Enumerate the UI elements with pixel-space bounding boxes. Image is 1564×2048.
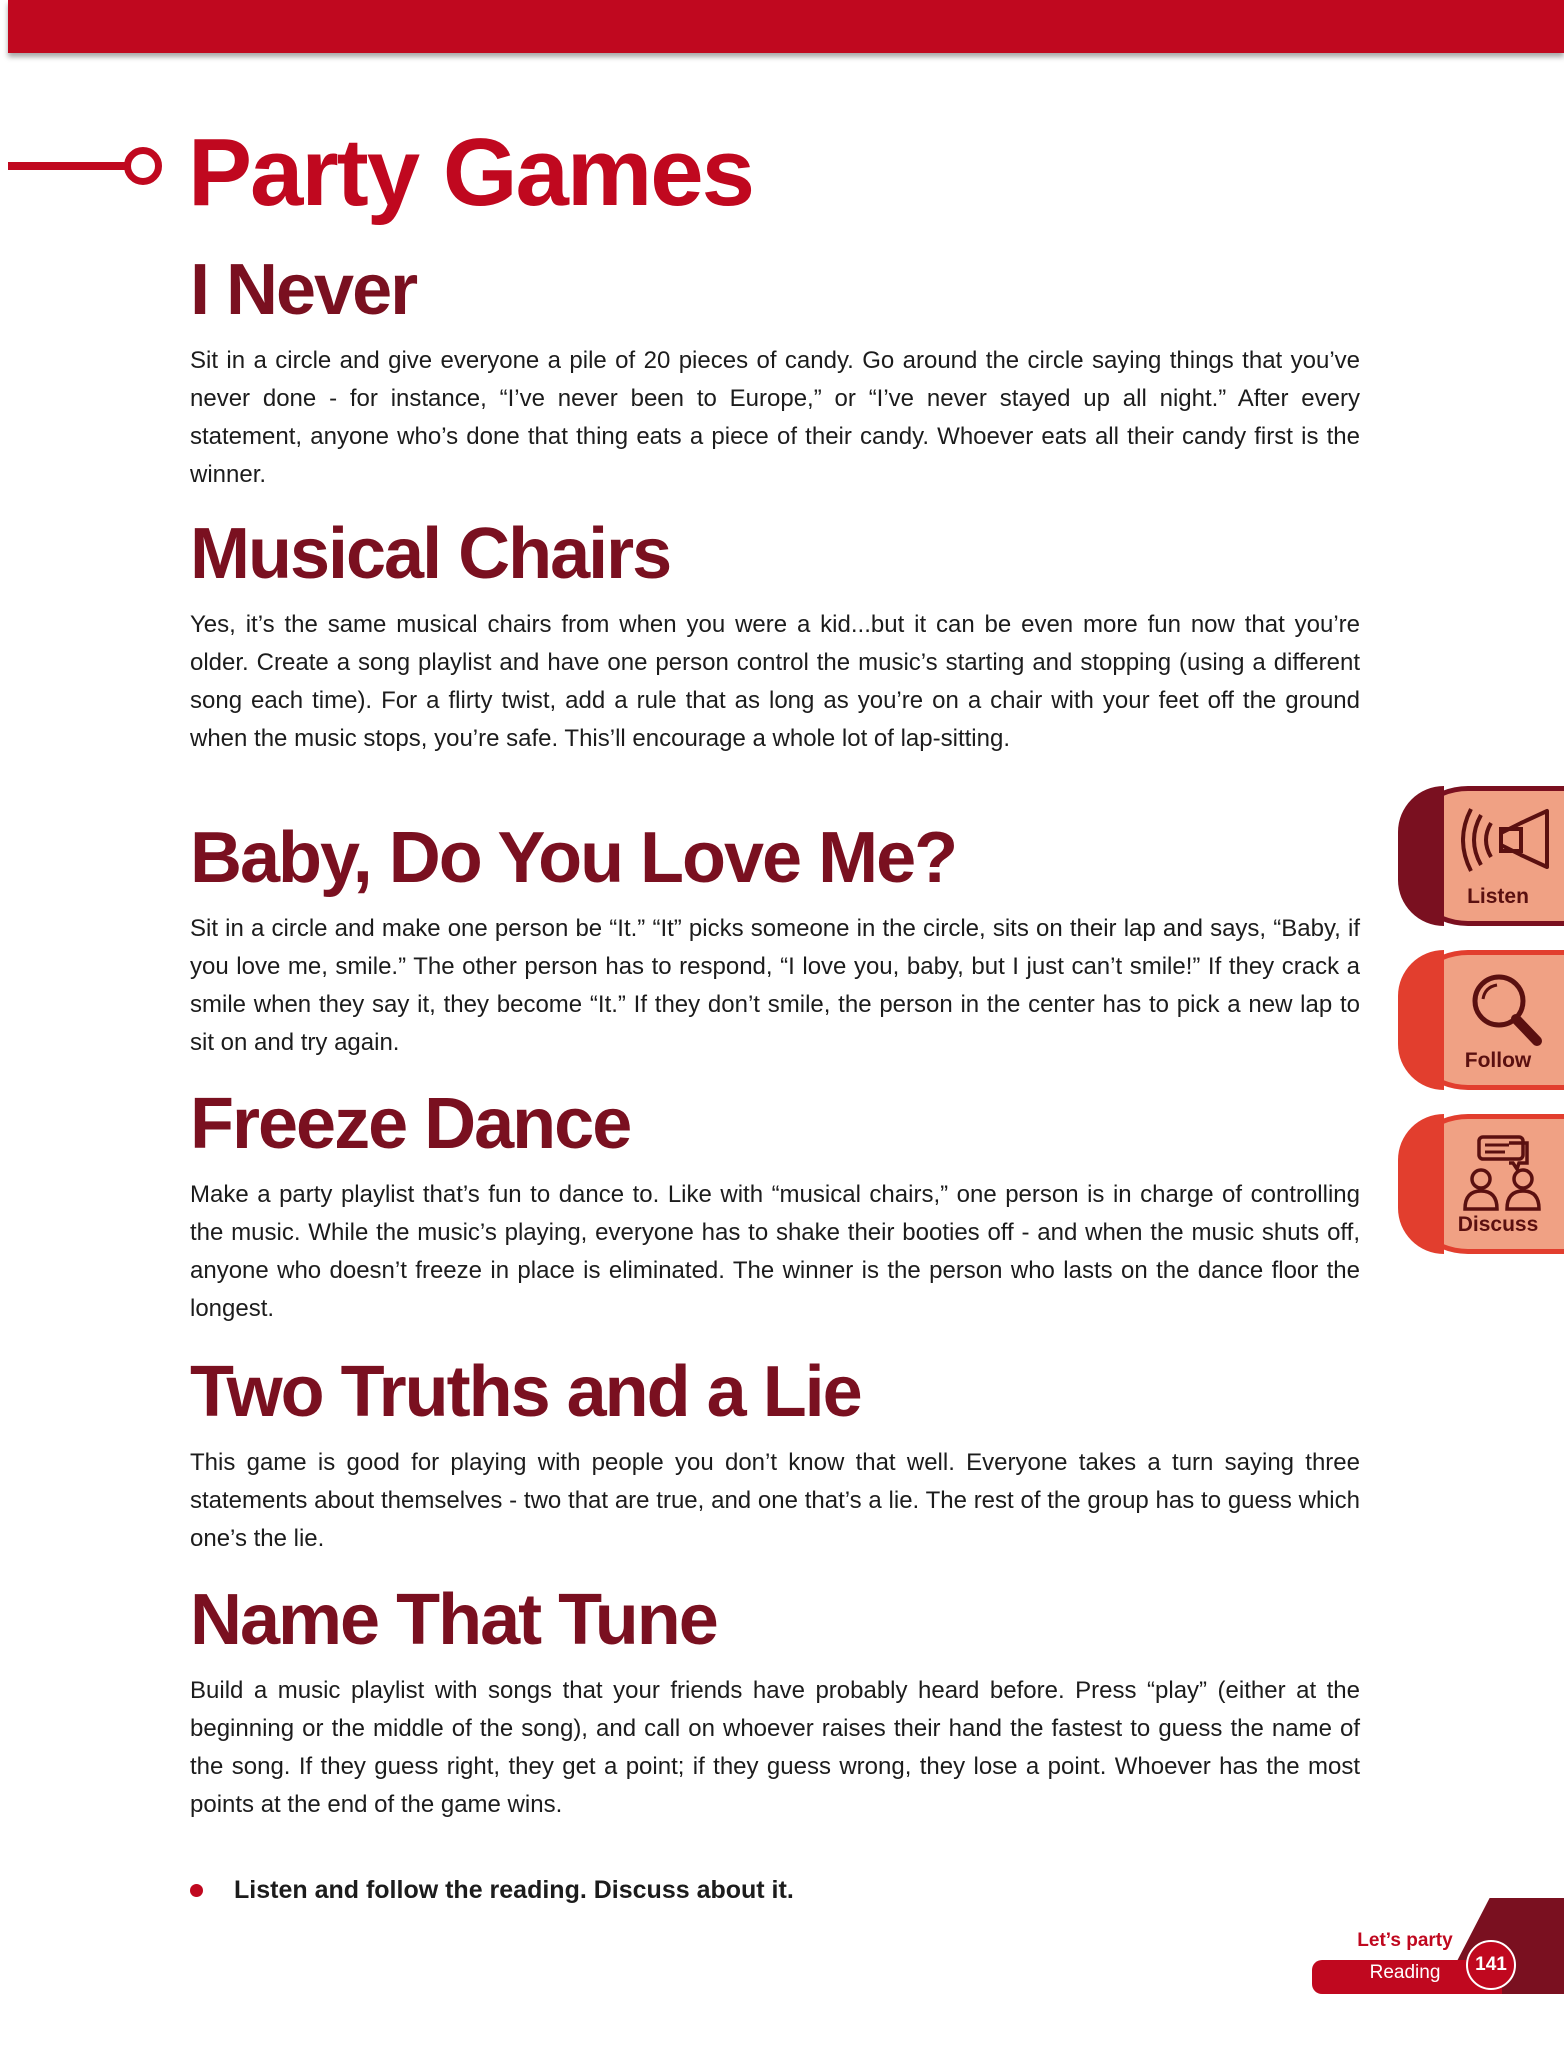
speaker-icon — [1461, 805, 1553, 881]
follow-tab-label: Follow — [1464, 1049, 1532, 1072]
section-text: Sit in a circle and make one person be “It.” “It” picks someone in the circle, sits on their lap and says, “Baby, if you love me, smile.” The other person has to respond, “I love you, baby, but I just can’t smile!” If they crack a smile when they say it, they become “It.” If they don’t smile, the person in the center has to pick a new lap to sit on and try again. — [190, 915, 1360, 1056]
section-heading: I Never — [190, 250, 417, 330]
section-name-that-tune — [190, 1578, 1360, 1824]
listen-tab-label: Listen — [1467, 885, 1529, 908]
follow-tab[interactable] — [1398, 950, 1564, 1090]
section-text: Yes, it’s the same musical chairs from when you were a kid...but it can be even more fun now that you’re older. Create a song playlist and have one person control the music’s starting and stopping (using a different song each time). For a flirty twist, add a rule that as long as you’re on a chair with your feet off the ground when the music stops, you’re safe. This’ll encourage a whole lot of lap-sitting. — [190, 611, 1360, 752]
section-musical-chairs — [190, 512, 1360, 758]
top-banner — [8, 0, 1564, 53]
section-heading: Baby, Do You Love Me? — [190, 818, 957, 898]
instruction-item — [190, 1872, 1090, 1908]
page-number: 141 — [1466, 1940, 1516, 1990]
page-title: Party Games — [188, 119, 754, 226]
section-text: Build a music playlist with songs that your friends have probably heard before. Press “play” (either at the beginning or the middle of the song), and call on whoever raises their hand the fastest to guess the name of the song. If they guess right, they get a point; if they guess wrong, they lose a point. Whoever has the most points at the end of the game wins. — [190, 1677, 1360, 1818]
title-accent-circle — [124, 147, 162, 185]
discuss-tab[interactable] — [1398, 1114, 1564, 1254]
section-heading: Musical Chairs — [190, 514, 671, 594]
section-baby-do-you-love-me — [190, 816, 1360, 1062]
section-text: This game is good for playing with people you don’t know that well. Everyone takes a turn saying three statements about themselves - two that are true, and one that’s a lie. The rest of the group has to guess which one’s the lie. — [190, 1449, 1360, 1552]
section-heading: Freeze Dance — [190, 1084, 631, 1164]
discuss-tab-label: Discuss — [1457, 1213, 1539, 1236]
footer-section-title: Let’s party — [1357, 1930, 1453, 1951]
section-two-truths-and-a-lie — [190, 1350, 1360, 1558]
section-heading: Name That Tune — [190, 1580, 717, 1660]
section-freeze-dance — [190, 1082, 1360, 1328]
magnifier-icon — [1461, 969, 1553, 1049]
listen-tab[interactable] — [1398, 786, 1564, 926]
section-i-never — [190, 248, 1360, 494]
section-heading: Two Truths and a Lie — [190, 1352, 861, 1432]
instruction-text: Listen and follow the reading. Discuss about it. — [234, 1876, 794, 1904]
section-text: Sit in a circle and give everyone a pile of 20 pieces of candy. Go around the circle saying things that you’ve never done - for instance, “I’ve never been to Europe,” or “I’ve never stayed up all night.” After every statement, anyone who’s done that thing eats a piece of their candy. Whoever eats all their candy first is the winner. — [190, 347, 1360, 488]
title-accent-line — [8, 162, 126, 170]
footer-subsection: Reading — [1369, 1962, 1441, 1983]
people-chat-icon — [1461, 1133, 1553, 1219]
bullet-dot-icon — [190, 1884, 203, 1897]
section-text: Make a party playlist that’s fun to dance to. Like with “musical chairs,” one person is in charge of controlling the music. While the music’s playing, everyone has to shake their booties off - and when the music shuts off, anyone who doesn’t freeze in place is eliminated. The winner is the person who lasts on the dance floor the longest. — [190, 1181, 1360, 1322]
